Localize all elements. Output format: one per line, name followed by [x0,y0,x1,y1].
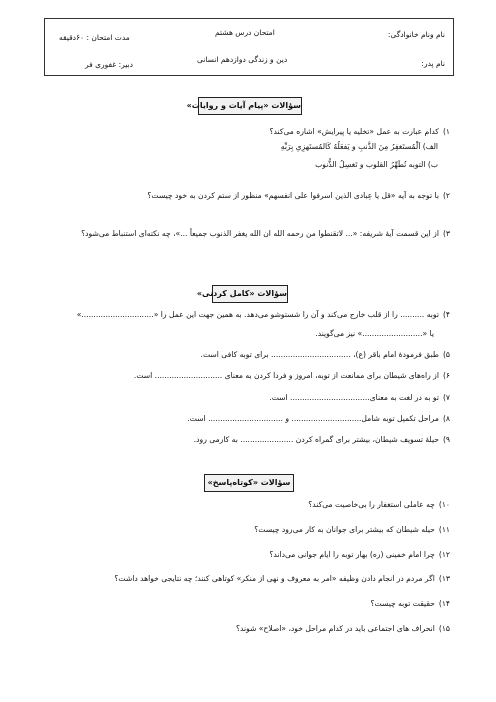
question-text: حیله شیطان که بیشتر برای جوانان به کار می‌رود چیست؟ [254,525,435,534]
question-number: ۱۱) [438,525,450,534]
question-text: با توجه به آیه «قل یا عِبادی الذین اسرفوا علی انفسهم» منظور از ستم کردن به خود چیست؟ [147,191,439,200]
question-text: چرا امام خمینی (ره) بهار توبه را ایام جوانی می‌داند؟ [269,550,435,559]
question-text: طبق فرمودهٔ امام باقر (ع)، ................................. برای توبه کافی است. [200,350,439,359]
question-item [77,309,450,320]
section-title-short-answer: سؤالات «کوتاه‌پاسخ» [204,474,294,492]
question-text: کدام عبارت به عمل «تخلیه یا پیرایش» اشاره می‌کند؟ [269,127,439,136]
question-item [308,499,450,510]
question-text: تو به در لغت به معنای................................. است. [269,393,439,402]
section-title-verses: سؤالات «پیام آیات و روایات» [198,97,302,115]
question-number: ۱۰) [438,500,450,509]
question-number: ۱۵) [438,624,450,633]
question-number: ۱) [442,127,450,136]
option-text: الف) اَلْمُستَغفِرُ مِنَ الذَّنبِ و یَفعَلُهُ کَالمُستَهزِیِ بِرَبِّهِ [280,142,438,151]
question-number: ۵) [442,350,450,359]
question-text: حیلهٔ تسویف شیطان، بیشتر برای گمراه کردن ...................... به کارمی رود. [193,435,439,444]
question-text: از راه‌های شیطان برای ممانعت از توبه، امروز و فردا کردن به معنای ............................ است. [133,371,439,380]
question-text: مراحل تکمیل توبه شامل............................. و ............................... است. [187,414,439,423]
option-text: ب) التوبه تُطَهِّرُ القلوب و تَغسِلُ الذُّنوب [315,160,438,169]
teacher-name: دبیر: غفوری فر [85,60,133,69]
question-item [81,228,450,239]
father-name-label: نام پدر: [421,59,445,68]
question-number: ۴) [442,310,450,319]
question-item [270,126,450,137]
section-title-fill-in: سؤالات «کامل کردنی» [212,285,288,303]
question-text: حقیقت توبه چیست؟ [370,599,435,608]
student-name-label: نام ونام خانوادگی: [387,30,445,39]
question-number: ۱۳) [438,574,450,583]
question-text: توبه .......... را از قلب خارج می‌کند و آن را شستوشو می‌دهد. به همین جهت این عمل را «..............................» [76,310,439,319]
question-number: ۸) [442,414,450,423]
question-item [147,190,450,201]
question-number: ۱۴) [438,599,450,608]
question-text: یا «.........................» نیز می‌گویند. [315,329,434,338]
question-text: چه عاملی استغفار را بی‌خاصیت می‌کند؟ [308,500,435,509]
question-item [201,349,450,360]
question-option [281,141,438,152]
question-number: ۷) [442,393,450,402]
question-text: از این قسمت آیهٔ شریفه: «... لاتقنطوا من رحمه الله ان الله یغفر الذنوب جمیعاً ...»، چه نکته‌ای استنباط می‌شود؟ [81,229,439,238]
question-item [236,623,450,634]
question-text: انحراف های اجتماعی باید در کدام مراحل خود، «اصلاح» شوند؟ [235,624,435,633]
question-number: ۲) [442,191,450,200]
question-number: ۱۲) [438,550,450,559]
question-text: اگر مردم در انجام دادن وظیفه «امر به معروف و نهی از منکر» کوتاهی کنند؛ چه نتایجی خواهد داشت؟ [114,574,435,583]
question-item [254,524,450,535]
question-number: ۳) [442,229,450,238]
question-item [370,598,450,609]
question-continuation [315,328,434,339]
question-option [315,159,438,170]
question-item [269,549,450,560]
question-item [269,392,450,403]
exam-title: امتحان درس هشتم [215,28,275,37]
exam-header [44,18,454,76]
question-number: ۶) [442,371,450,380]
question-item [194,434,450,445]
question-item [134,370,450,381]
question-number: ۹) [442,435,450,444]
exam-subject: دین و زندگی دوازدهم انسانی [197,55,288,64]
question-item [114,573,450,584]
question-item [187,413,450,424]
exam-duration: مدت امتحان : ۶۰دقیقه [59,33,130,42]
